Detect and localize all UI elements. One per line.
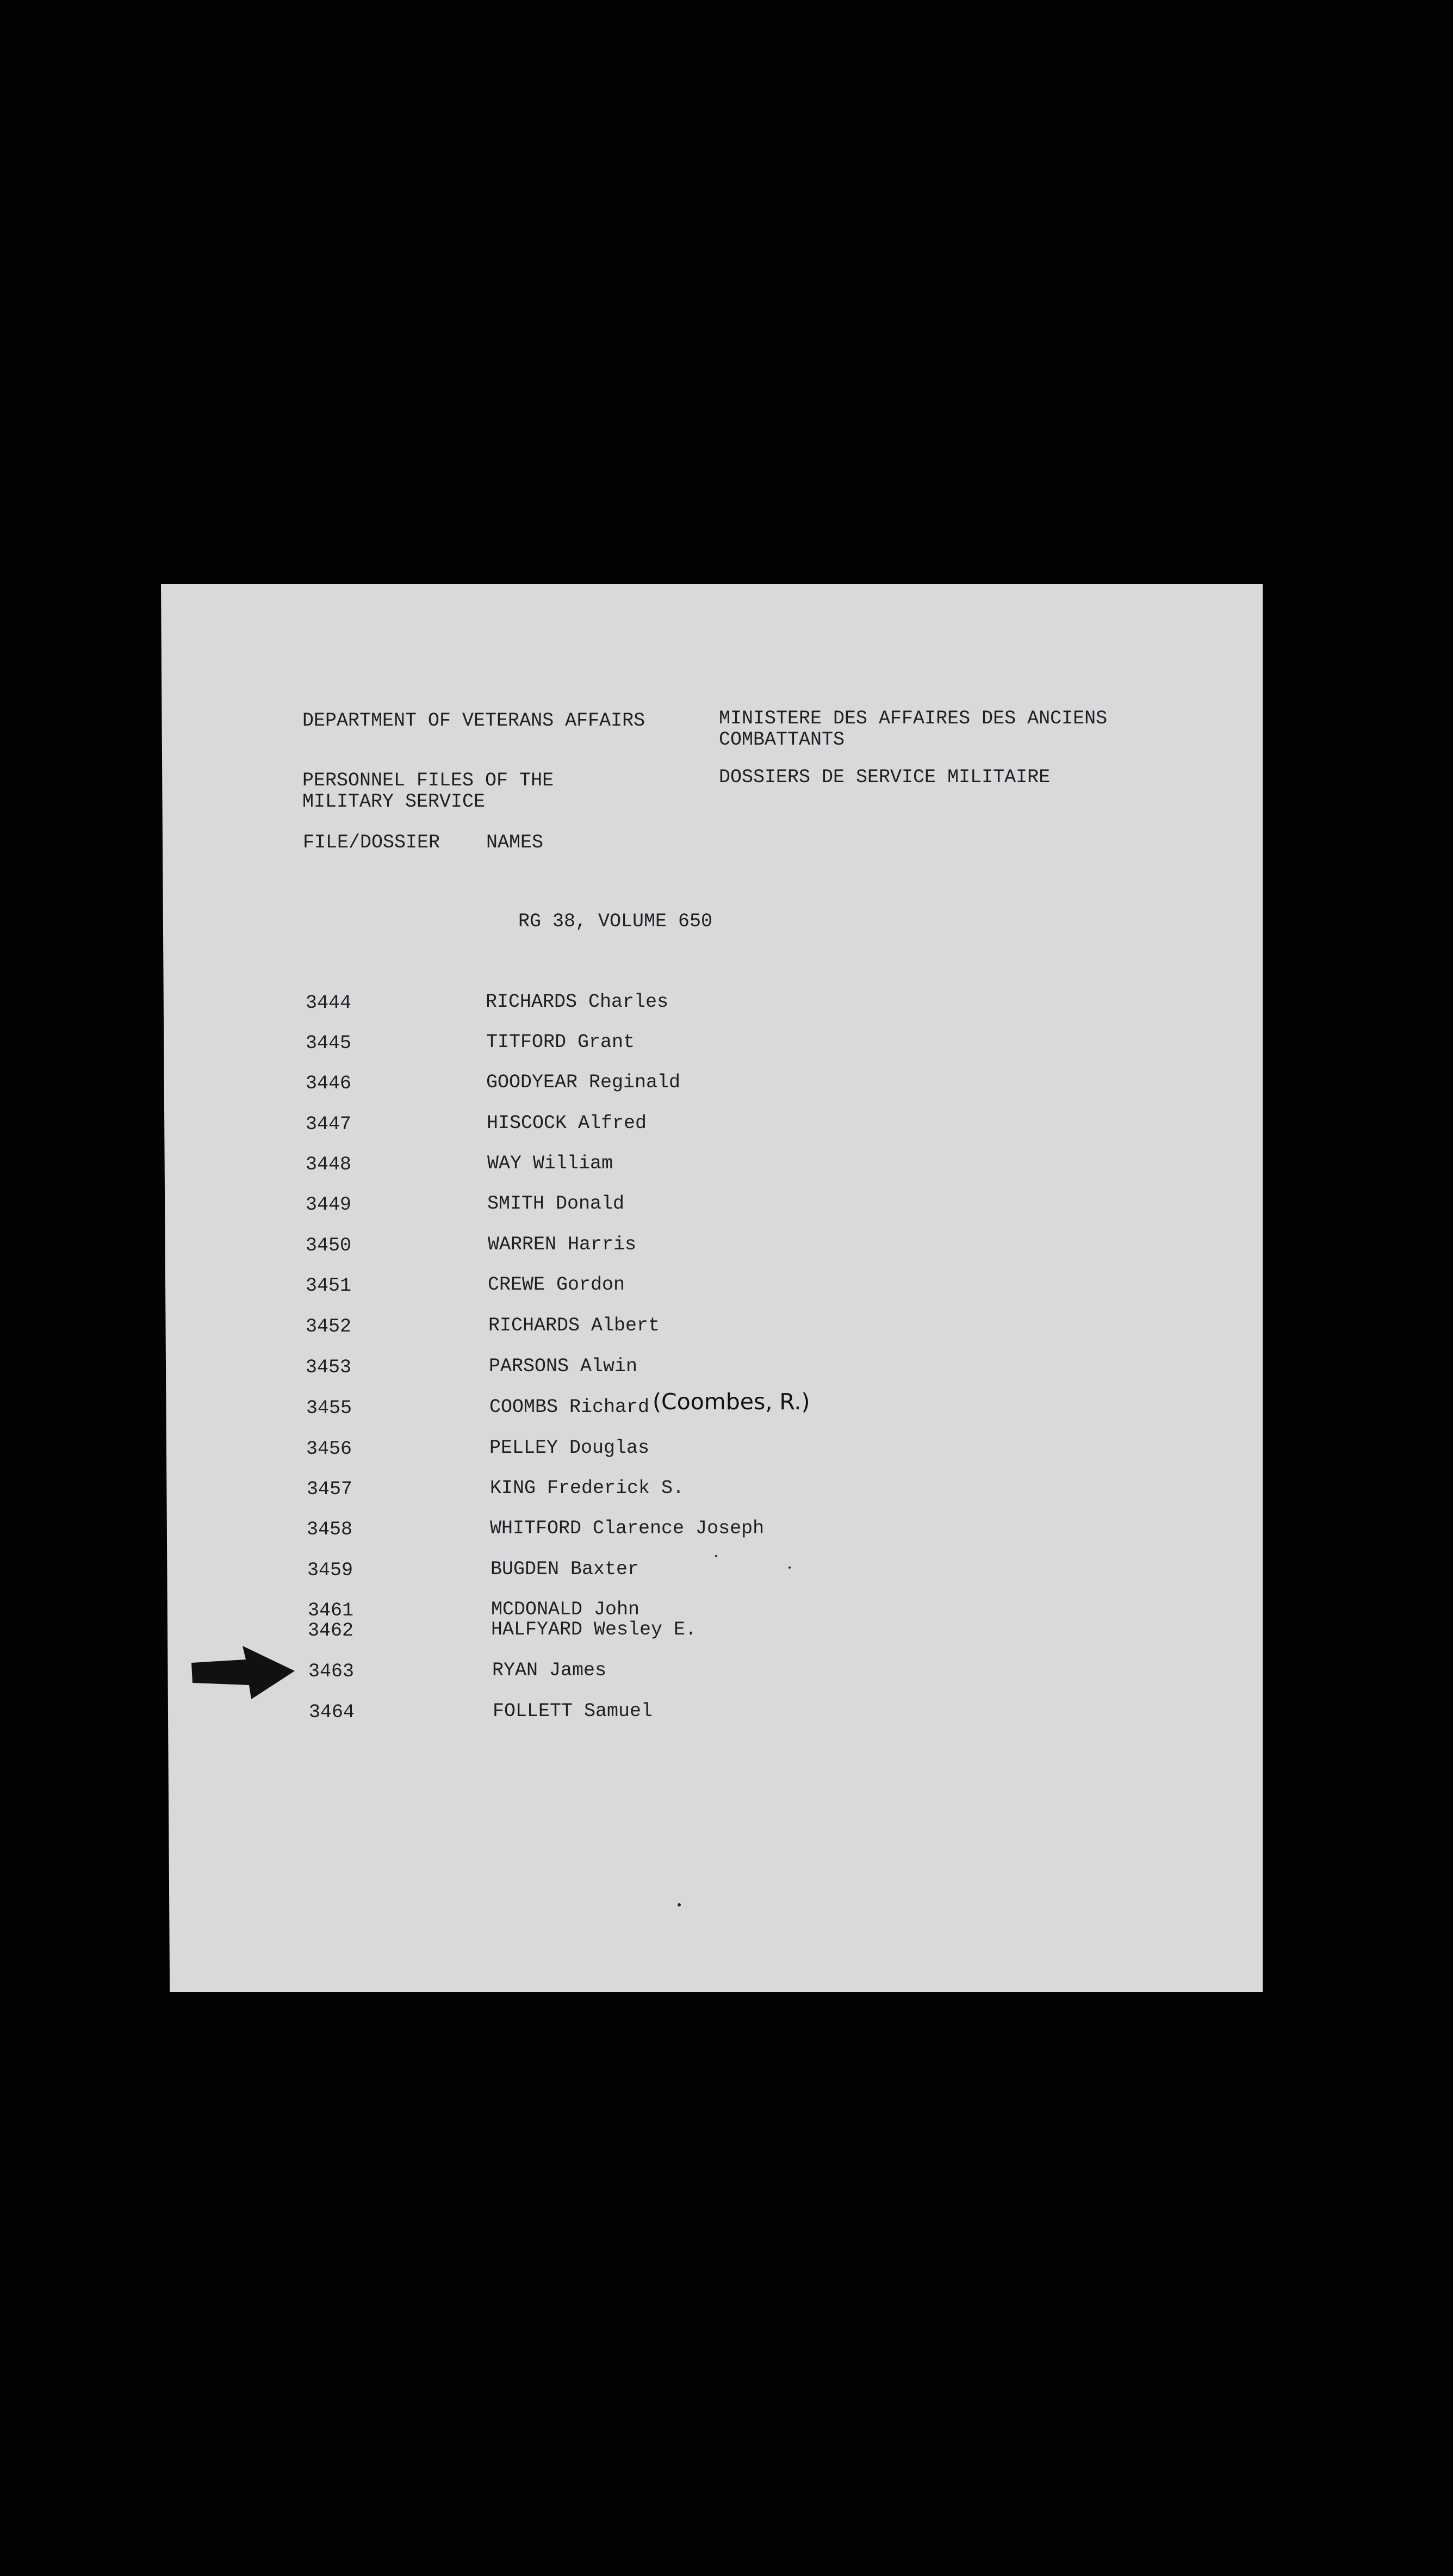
department-title-fr-line1: MINISTERE DES AFFAIRES DES ANCIENS bbox=[719, 708, 1108, 729]
file-number: 3447 bbox=[306, 1113, 352, 1135]
column-header-file: FILE/DOSSIER bbox=[303, 832, 440, 853]
file-number: 3450 bbox=[306, 1235, 352, 1256]
entry-name: RICHARDS Charles bbox=[486, 991, 669, 1013]
file-number: 3445 bbox=[306, 1032, 352, 1054]
entry-name: WHITFORD Clarence Joseph bbox=[490, 1518, 765, 1539]
file-number: 3464 bbox=[309, 1701, 355, 1723]
entry-name: WARREN Harris bbox=[488, 1234, 637, 1255]
file-number: 3456 bbox=[306, 1438, 352, 1460]
file-number: 3458 bbox=[307, 1519, 353, 1540]
entry-name: GOODYEAR Reginald bbox=[486, 1072, 681, 1093]
file-number: 3446 bbox=[306, 1073, 352, 1094]
entry-name: RYAN James bbox=[492, 1659, 607, 1681]
file-number: 3452 bbox=[306, 1316, 352, 1337]
file-number: 3449 bbox=[306, 1194, 352, 1216]
file-number: 3461 bbox=[308, 1600, 354, 1621]
file-number: 3444 bbox=[306, 992, 352, 1014]
file-number: 3459 bbox=[307, 1559, 353, 1581]
dust-speck bbox=[788, 1566, 791, 1569]
entry-name: SMITH Donald bbox=[487, 1193, 625, 1215]
dust-speck bbox=[678, 1903, 681, 1906]
entry-name: PARSONS Alwin bbox=[489, 1355, 638, 1377]
column-header-names: NAMES bbox=[486, 832, 544, 853]
entry-name: BUGDEN Baxter bbox=[490, 1558, 639, 1580]
volume-label: RG 38, VOLUME 650 bbox=[518, 911, 713, 932]
file-number: 3463 bbox=[308, 1661, 355, 1682]
entry-name: FOLLETT Samuel bbox=[493, 1700, 653, 1722]
department-title-en: DEPARTMENT OF VETERANS AFFAIRS bbox=[302, 710, 645, 732]
series-title-fr: DOSSIERS DE SERVICE MILITAIRE bbox=[719, 766, 1051, 788]
entry-name: COOMBS Richard bbox=[489, 1396, 650, 1418]
handwritten-note: (Coombes, R.) bbox=[653, 1389, 810, 1415]
series-title-en-line2: MILITARY SERVICE bbox=[302, 791, 486, 813]
arrow-right-icon bbox=[190, 1643, 299, 1705]
file-number: 3457 bbox=[307, 1478, 353, 1500]
entry-name: MCDONALD John bbox=[491, 1599, 640, 1620]
entry-name: RICHARDS Albert bbox=[488, 1315, 660, 1336]
entry-name: TITFORD Grant bbox=[486, 1031, 635, 1053]
entry-name: HALFYARD Wesley E. bbox=[491, 1619, 697, 1640]
entry-name: HISCOCK Alfred bbox=[487, 1112, 647, 1134]
entry-name: WAY William bbox=[487, 1153, 613, 1174]
file-number: 3455 bbox=[306, 1397, 352, 1419]
dust-speck bbox=[715, 1555, 717, 1557]
file-number: 3451 bbox=[306, 1275, 352, 1297]
entry-name: CREWE Gordon bbox=[488, 1274, 625, 1296]
file-number: 3462 bbox=[308, 1620, 354, 1642]
file-number: 3448 bbox=[306, 1154, 352, 1175]
entry-name: PELLEY Douglas bbox=[489, 1437, 650, 1459]
file-number: 3453 bbox=[306, 1357, 352, 1378]
series-title-en-line1: PERSONNEL FILES OF THE bbox=[302, 770, 554, 791]
entry-name: KING Frederick S. bbox=[490, 1477, 685, 1499]
department-title-fr-line2: COMBATTANTS bbox=[719, 729, 845, 751]
